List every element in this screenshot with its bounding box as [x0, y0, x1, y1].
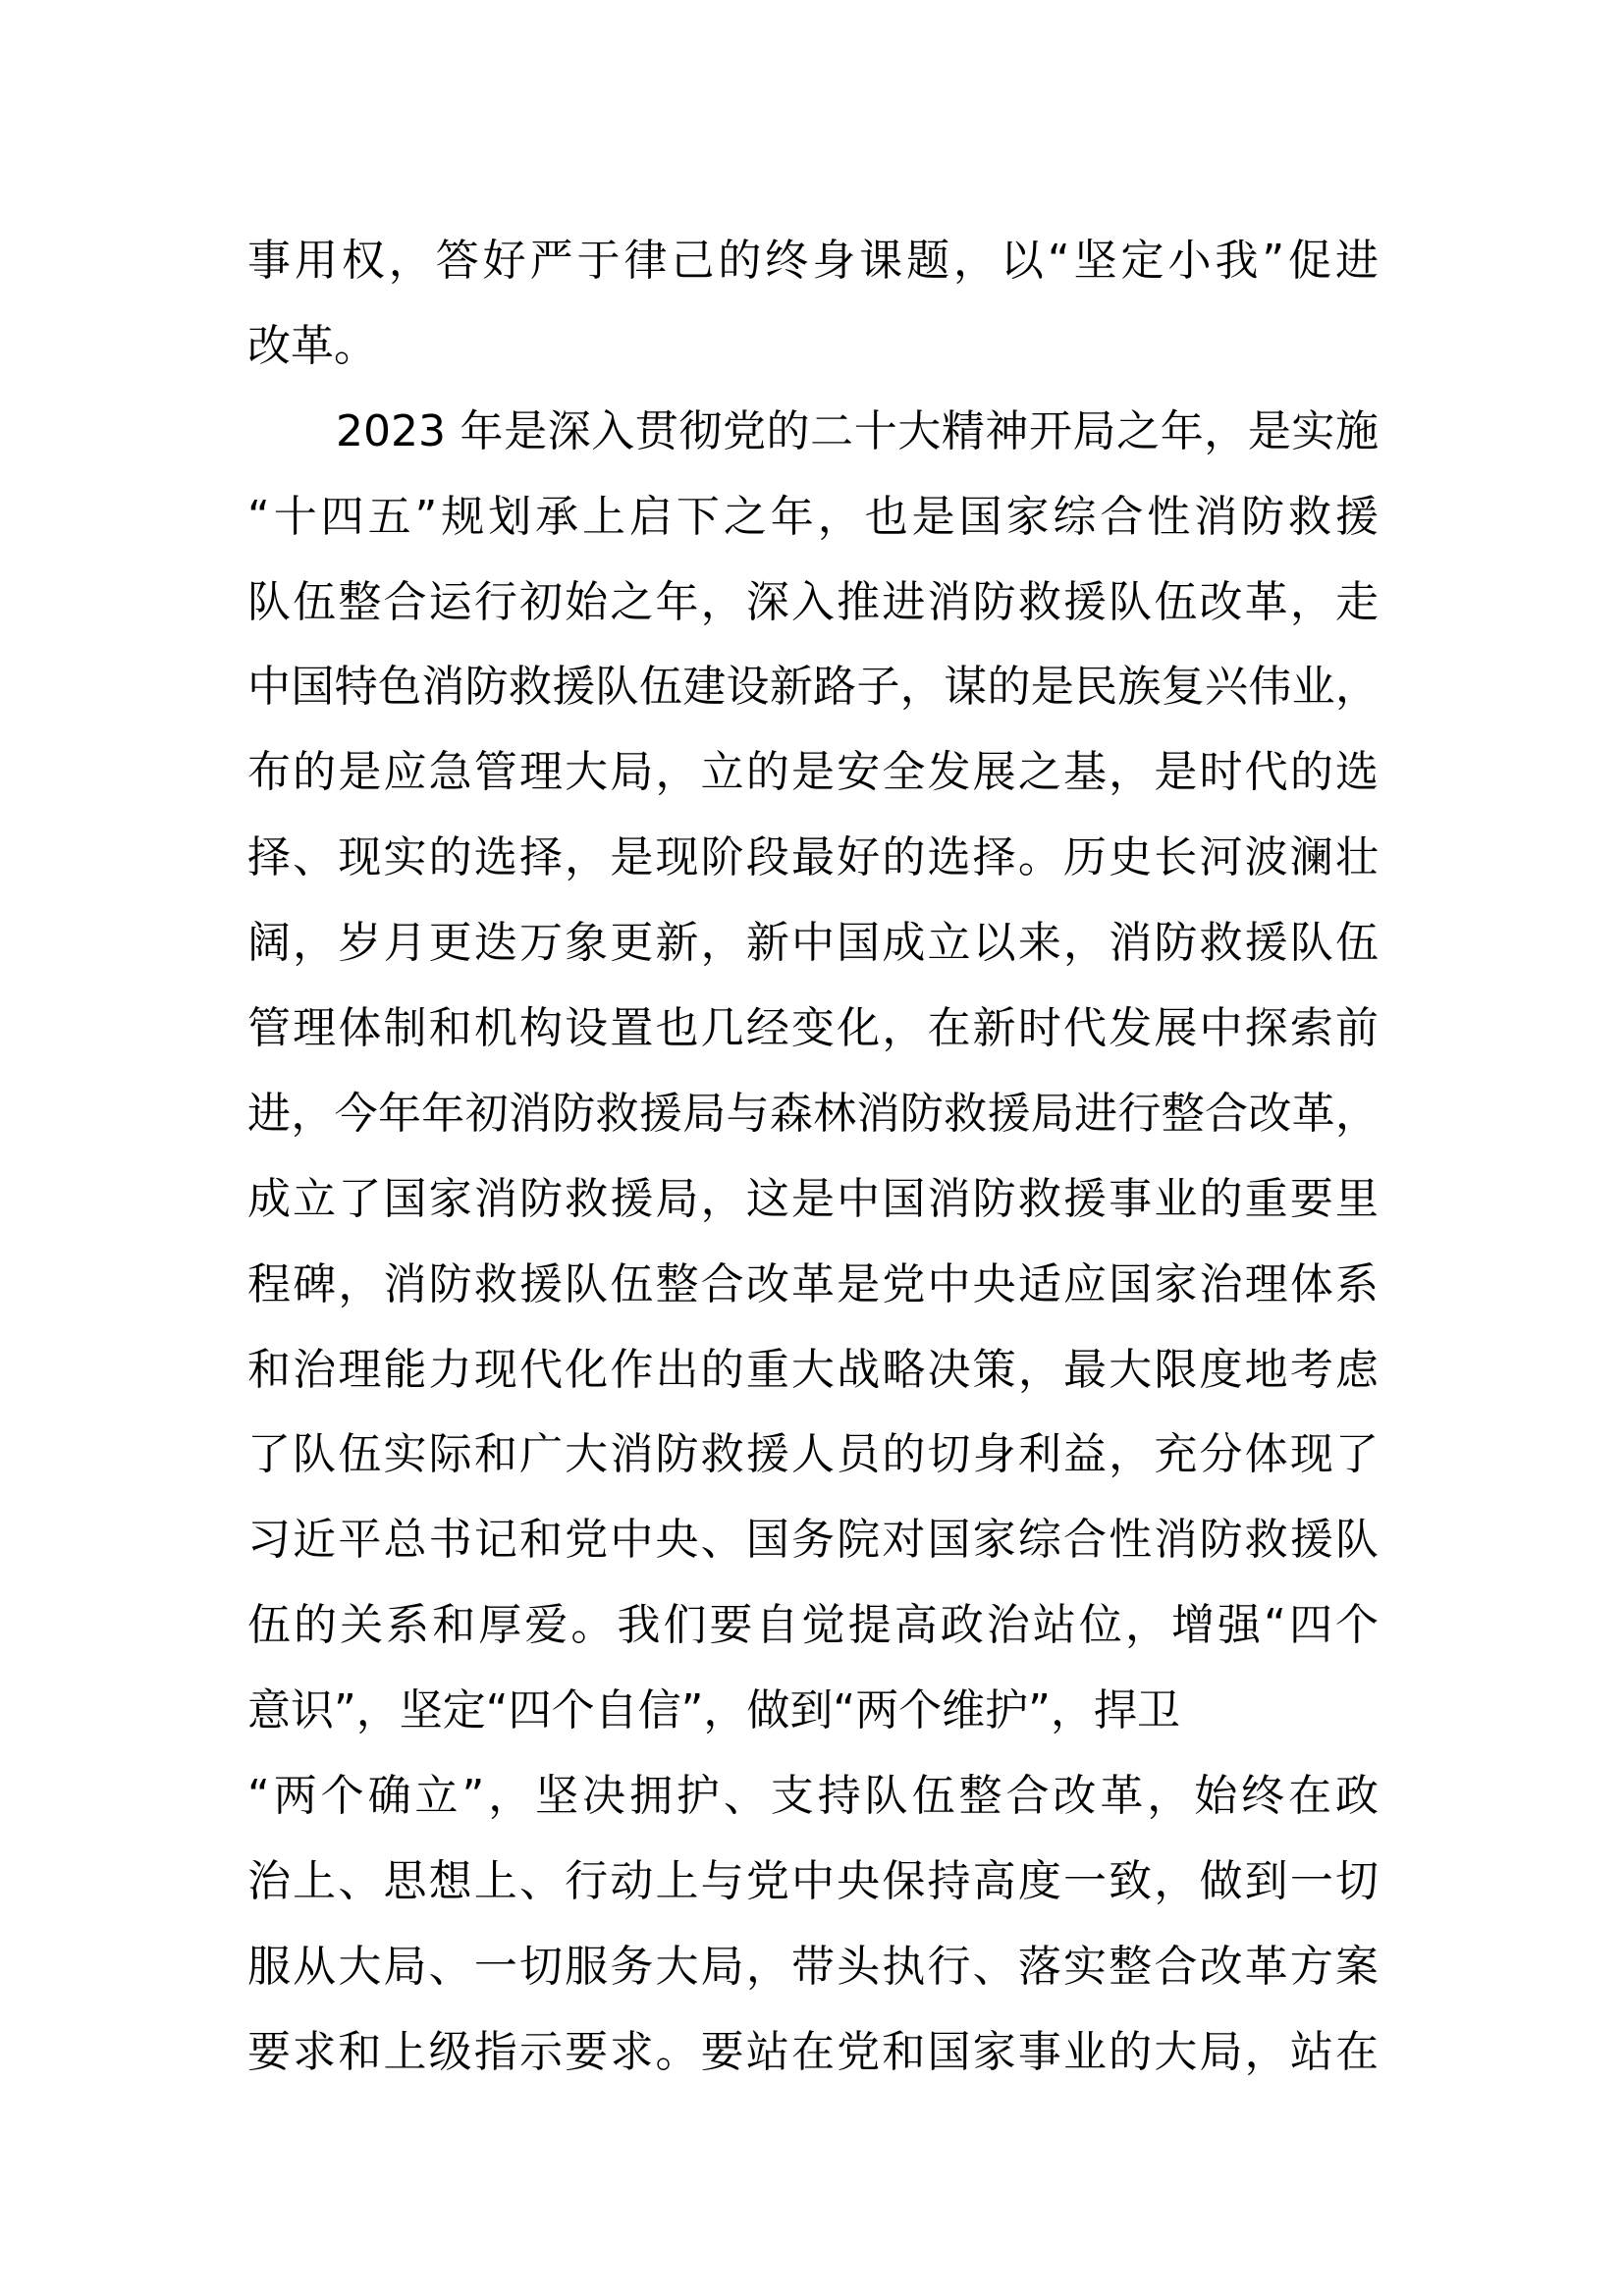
text-line: 事用权，答好严于律己的终身课题，以“坚定小我”促进	[247, 236, 1379, 286]
paragraph-start-line: 2023 年是深入贯彻党的二十大精神开局之年，是实施	[336, 405, 1379, 456]
text-line: 和治理能力现代化作出的重大战略决策，最大限度地考虑	[247, 1344, 1379, 1395]
text-line: 意识”，坚定“四个自信”，做到“两个维护”，捍卫	[247, 1685, 1180, 1736]
text-line: 程碑，消防救援队伍整合改革是党中央适应国家治理体系	[247, 1258, 1379, 1309]
text-line: 择、现实的选择，是现阶段最好的选择。历史长河波澜壮	[247, 832, 1379, 883]
text-line: 成立了国家消防救援局，这是中国消防救援事业的重要里	[247, 1173, 1379, 1224]
text-line: 习近平总书记和党中央、国务院对国家综合性消防救援队	[247, 1515, 1379, 1566]
text-line: “十四五”规划承上启下之年，也是国家综合性消防救援	[247, 491, 1379, 542]
text-line: 管理体制和机构设置也几经变化，在新时代发展中探索前	[247, 1003, 1379, 1054]
text-line: 队伍整合运行初始之年，深入推进消防救援队伍改革，走	[247, 576, 1379, 627]
text-line: 改革。	[247, 320, 377, 371]
text-line: 要求和上级指示要求。要站在党和国家事业的大局，站在	[247, 2026, 1379, 2077]
text-line: 进，今年年初消防救援局与森林消防救援局进行整合改革，	[247, 1088, 1379, 1139]
text-line: 治上、思想上、行动上与党中央保持高度一致，做到一切	[247, 1855, 1379, 1906]
document-body	[247, 219, 1379, 2096]
text-line: 阔，岁月更迭万象更新，新中国成立以来，消防救援队伍	[247, 918, 1379, 969]
text-line: 服从大局、一切服务大局，带头执行、落实整合改革方案	[247, 1941, 1379, 1992]
text-line: 伍的关系和厚爱。我们要自觉提高政治站位，增强“四个	[247, 1600, 1379, 1651]
text-line: 中国特色消防救援队伍建设新路子，谋的是民族复兴伟业，	[247, 662, 1379, 713]
text-line: 了队伍实际和广大消防救援人员的切身利益，充分体现了	[247, 1429, 1379, 1480]
text-line: “两个确立”，坚决拥护、支持队伍整合改革，始终在政	[247, 1771, 1379, 1822]
text-line: 布的是应急管理大局，立的是安全发展之基，是时代的选	[247, 747, 1379, 798]
